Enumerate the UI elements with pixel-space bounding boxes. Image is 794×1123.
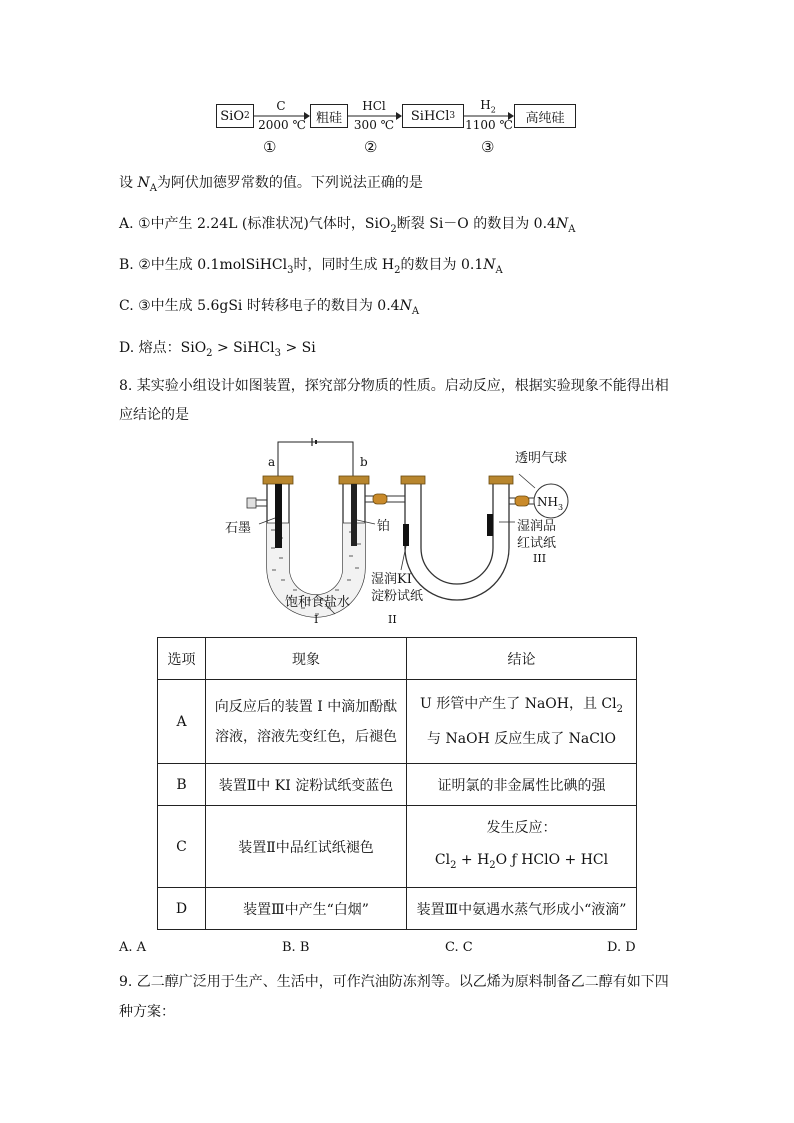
row-d-conclusion: 装置Ⅲ中氨遇水蒸气形成小“液滴” [407, 888, 637, 930]
q7-c-pre: C. ③中生成 5.6gSi 时转移电子的数目为 0.4 [119, 298, 400, 314]
q7-d-sub1: 2 [206, 347, 213, 359]
label-a: a [268, 455, 276, 469]
row-c-eq-sub2: 2 [489, 859, 496, 871]
label-ki-l2: 淀粉试纸 [371, 589, 424, 604]
q7-a-n: N [555, 216, 569, 232]
q7-stem [119, 172, 423, 194]
stopper-ii-left [401, 476, 425, 484]
label-paper3-l1: 湿润品 [517, 519, 557, 534]
flow-arrow-1-top: C [276, 99, 286, 113]
graphite-electrode [275, 484, 282, 548]
q7-stem-na: N [137, 175, 150, 191]
flow-step-2: ② [364, 138, 378, 156]
flow-box-sihcl3 [402, 104, 464, 128]
label-brine: 饱和食盐水 [285, 595, 351, 610]
row-a-option: A [158, 680, 206, 764]
q7-option-b [119, 254, 503, 276]
flow-box-sio2 [216, 104, 254, 128]
flow-arrow-3-top-sub: 2 [490, 105, 496, 115]
q7-a-nsub: A [568, 223, 576, 235]
q7-option-a [119, 213, 575, 235]
label-ki-l1: 湿润KI [371, 572, 412, 587]
answer-option-c[interactable]: C. C [445, 940, 473, 955]
row-a-conclusion-l1-text: U 形管中产生了 NaOH，且 Cl [420, 695, 617, 712]
stopper-ii-right [489, 476, 513, 484]
row-a-phenomenon [206, 680, 407, 764]
label-graphite: 石墨 [225, 521, 252, 536]
answer-option-a[interactable]: A. A [119, 940, 147, 955]
rubber-joint-2 [515, 496, 529, 506]
label-paper3-l2: 红试纸 [517, 536, 557, 551]
q7-d-pre: D. 熔点：SiO [119, 340, 207, 356]
tube-ii-inner [421, 484, 493, 584]
table-header-row [158, 638, 637, 680]
stopper-b [339, 476, 369, 484]
row-c-conclusion [407, 806, 637, 888]
q7-b-mid: 时，同时生成 H [293, 257, 395, 273]
tube-i-inner [289, 484, 343, 595]
row-a-phenomenon-l1: 向反应后的装置 I 中滴加酚酞 [214, 698, 398, 715]
row-a-conclusion-l1-sub: 2 [616, 703, 623, 715]
flow-step-1: ① [263, 138, 277, 156]
q7-stem-na-sub: A [149, 182, 157, 194]
flow-arrow-2-top: HCl [362, 99, 386, 113]
table-row [158, 680, 637, 764]
q7-stem-post: 为阿伏加德罗常数的值。下列说法正确的是 [156, 175, 423, 191]
apparatus-diagram [215, 438, 595, 630]
q7-a-pre: A. ①中产生 2.24L (标准状况)气体时，SiO [119, 216, 391, 232]
label-balloon: 透明气球 [515, 451, 568, 466]
q7-b-sub1: 3 [287, 264, 294, 276]
flow-arrow-3-top-text: H [480, 98, 491, 112]
flow-box-pure-si-text: 高纯硅 [525, 110, 565, 126]
rubber-joint-1 [373, 494, 387, 504]
row-b-option: B [158, 764, 206, 806]
q7-d-sub2: 3 [274, 347, 282, 359]
row-c-eq-end: O ƒ HClO + HCl [495, 851, 609, 868]
side-outlet-plug [247, 498, 256, 508]
row-c-equation [413, 844, 630, 882]
side-outlet [255, 500, 267, 506]
balloon-pointer [519, 474, 535, 488]
options-table [157, 637, 637, 930]
circuit-wire [278, 442, 353, 476]
q7-b-nsub: A [495, 264, 503, 276]
q7-b-mid2: 的数目为 0.1 [400, 257, 484, 273]
q7-b-pre: B. ②中生成 0.1molSiHCl [119, 257, 288, 273]
q7-option-d [119, 337, 316, 359]
label-ii: II [388, 613, 397, 626]
table-row [158, 764, 637, 806]
magenta-paper [487, 514, 493, 536]
platinum-electrode [351, 484, 357, 546]
q7-a-sub: 2 [390, 223, 397, 235]
label-i: I [314, 613, 319, 626]
row-c-conclusion-l1: 发生反应： [486, 819, 557, 836]
row-b-conclusion: 证明氯的非金属性比碘的强 [407, 764, 637, 806]
flow-arrow-3-top [466, 98, 510, 114]
q7-c-nsub: A [411, 305, 420, 317]
q9-stem-line1: 9. 乙二醇广泛用于生产、生活中，可作汽油防冻剂等。以乙烯为原料制备乙二醇有如下四 [119, 974, 669, 990]
flow-box-sihcl3-sub: 3 [449, 111, 456, 121]
flow-box-pure-si [514, 104, 576, 128]
q7-stem-pre: 设 [119, 175, 138, 191]
flow-arrow-3-bottom: 1100 ℃ [465, 118, 513, 132]
header-phenomenon: 现象 [206, 638, 407, 680]
flow-step-3: ③ [481, 138, 495, 156]
answer-option-d[interactable]: D. D [607, 940, 636, 955]
flow-box-crude-si-text: 粗硅 [315, 110, 342, 126]
flow-box-sio2-text: SiO [220, 108, 244, 124]
stopper-a [263, 476, 293, 484]
row-d-phenomenon: 装置Ⅲ中产生“白烟” [206, 888, 407, 930]
flow-box-sihcl3-text: SiHCl [410, 108, 450, 124]
label-iii: III [533, 552, 547, 565]
row-c-eq-sub1: 2 [450, 859, 457, 871]
row-d-option: D [158, 888, 206, 930]
q9-stem-line2: 种方案： [119, 1004, 175, 1020]
row-a-conclusion-l1 [413, 689, 630, 725]
q7-b-n: N [483, 257, 496, 273]
label-nh3-sub: 3 [557, 503, 564, 512]
label-nh3-text: NH [537, 495, 558, 509]
q8-stem-line2: 应结论的是 [119, 407, 189, 423]
flow-arrow-1-bottom: 2000 ℃ [258, 118, 306, 132]
row-c-option: C [158, 806, 206, 888]
q8-stem-line1: 8. 某实验小组设计如图装置，探究部分物质的性质。启动反应，根据实验现象不能得出相 [119, 378, 669, 394]
label-b: b [360, 455, 368, 469]
row-c-eq-pre: Cl [434, 851, 451, 868]
flow-arrow-2-bottom: 300 ℃ [353, 118, 395, 132]
q7-d-end: > Si [281, 340, 316, 356]
label-platinum: 铂 [377, 519, 391, 534]
table-row [158, 888, 637, 930]
header-conclusion: 结论 [407, 638, 637, 680]
q7-c-n: N [399, 298, 412, 314]
row-a-conclusion-l2: 与 NaOH 反应生成了 NaClO [427, 731, 616, 748]
q7-b-sub2: 2 [394, 264, 401, 276]
row-a-conclusion [407, 680, 637, 764]
row-b-phenomenon: 装置Ⅱ中 KI 淀粉试纸变蓝色 [206, 764, 407, 806]
q7-a-mid: 断裂 Si－O 的数目为 0.4 [396, 216, 556, 232]
answer-option-b[interactable]: B. B [282, 940, 310, 955]
row-c-eq-mid: + H [456, 851, 490, 868]
row-a-phenomenon-l2: 溶液，溶液先变红色，后褪色 [215, 728, 397, 745]
flow-box-sio2-sub: 2 [244, 111, 250, 121]
flow-box-crude-si [310, 104, 348, 128]
q7-option-c [119, 295, 419, 317]
table-row [158, 806, 637, 888]
header-option: 选项 [158, 638, 206, 680]
q7-d-mid: > SiHCl [212, 340, 275, 356]
row-c-phenomenon: 装置Ⅱ中品红试纸褪色 [206, 806, 407, 888]
ki-starch-paper [403, 524, 409, 546]
